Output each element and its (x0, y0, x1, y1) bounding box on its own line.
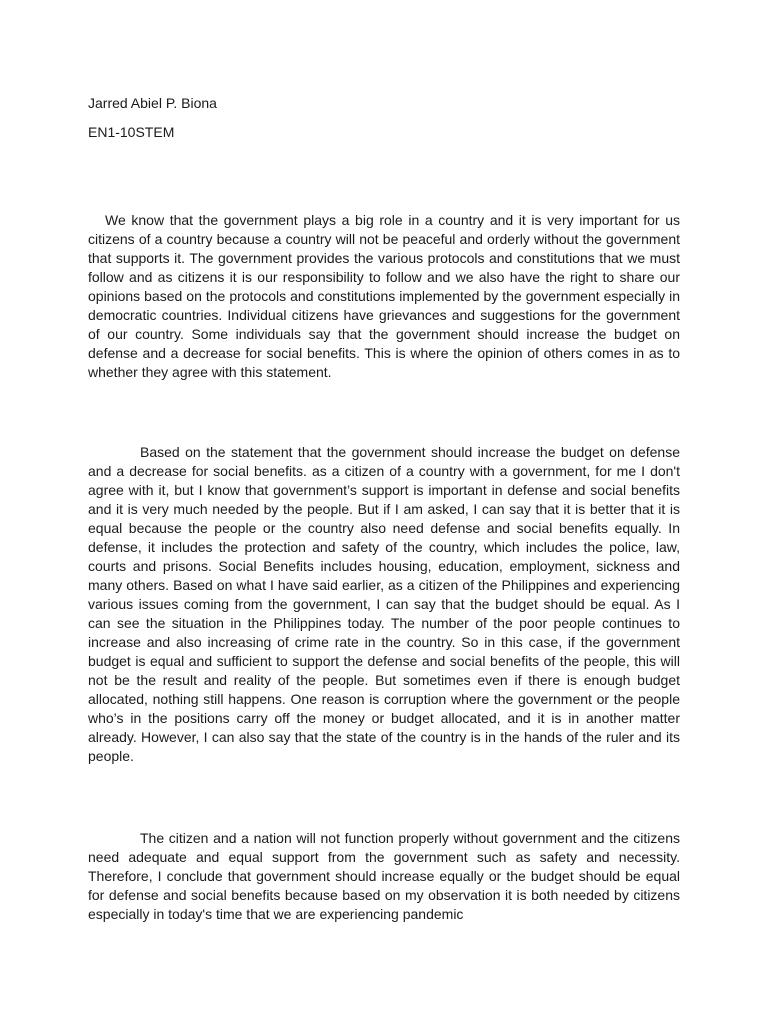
class-section: EN1-10STEM (88, 124, 175, 140)
author-name: Jarred Abiel P. Biona (88, 95, 217, 111)
paragraph-3: The citizen and a nation will not function properly without government and the citizens need adequate and equal support from the government such as safety and necessity. Therefore, I conclude that government should increase equally or the budget should be equal for defense and social benefits because based on my observation it is both needed by citizens especially in today's time that we are experiencing pandemic (88, 830, 680, 922)
paragraph-1: We know that the government plays a big role in a country and it is very important for us citizens of a country because a country will not be peaceful and orderly without the government that supports it. The government provides the various protocols and constitutions that we must follow and as citizens it is our responsibility to follow and we also have the right to share our opinions based on the protocols and constitutions implemented by the government especially in democratic countries. Individual citizens have grievances and suggestions for the government of our country. Some individuals say that the government should increase the budget on defense and a decrease for social benefits. This is where the opinion of others comes in as to whether they agree with this statement. (88, 212, 680, 380)
paragraph-2: Based on the statement that the government should increase the budget on defense and a decrease for social benefits. as a citizen of a country with a government, for me I don't agree with it, but I know that government’s support is important in defense and social benefits and it is very much needed by the people. But if I am asked, I can say that it is better that it is equal because the people or the country also need defense and social benefits equally. In defense, it includes the protection and safety of the country, which includes the police, law, courts and prisons. Social Benefits includes housing, education, employment, sickness and many others. Based on what I have said earlier, as a citizen of the Philippines and experiencing various issues coming from the government, I can say that the budget should be equal. As I can see the situation in the Philippines today. The number of the poor people continues to increase and also increasing of crime rate in the country. So in this case, if the government budget is equal and sufficient to support the defense and social benefits of the people, this will not be the result and reality of the people. But sometimes even if there is enough budget allocated, nothing still happens. One reason is corruption where the government or the people who’s in the positions carry off the money or budget allocated, and it is in another matter already. However, I can also say that the state of the country is in the hands of the ruler and its people. (88, 444, 680, 764)
